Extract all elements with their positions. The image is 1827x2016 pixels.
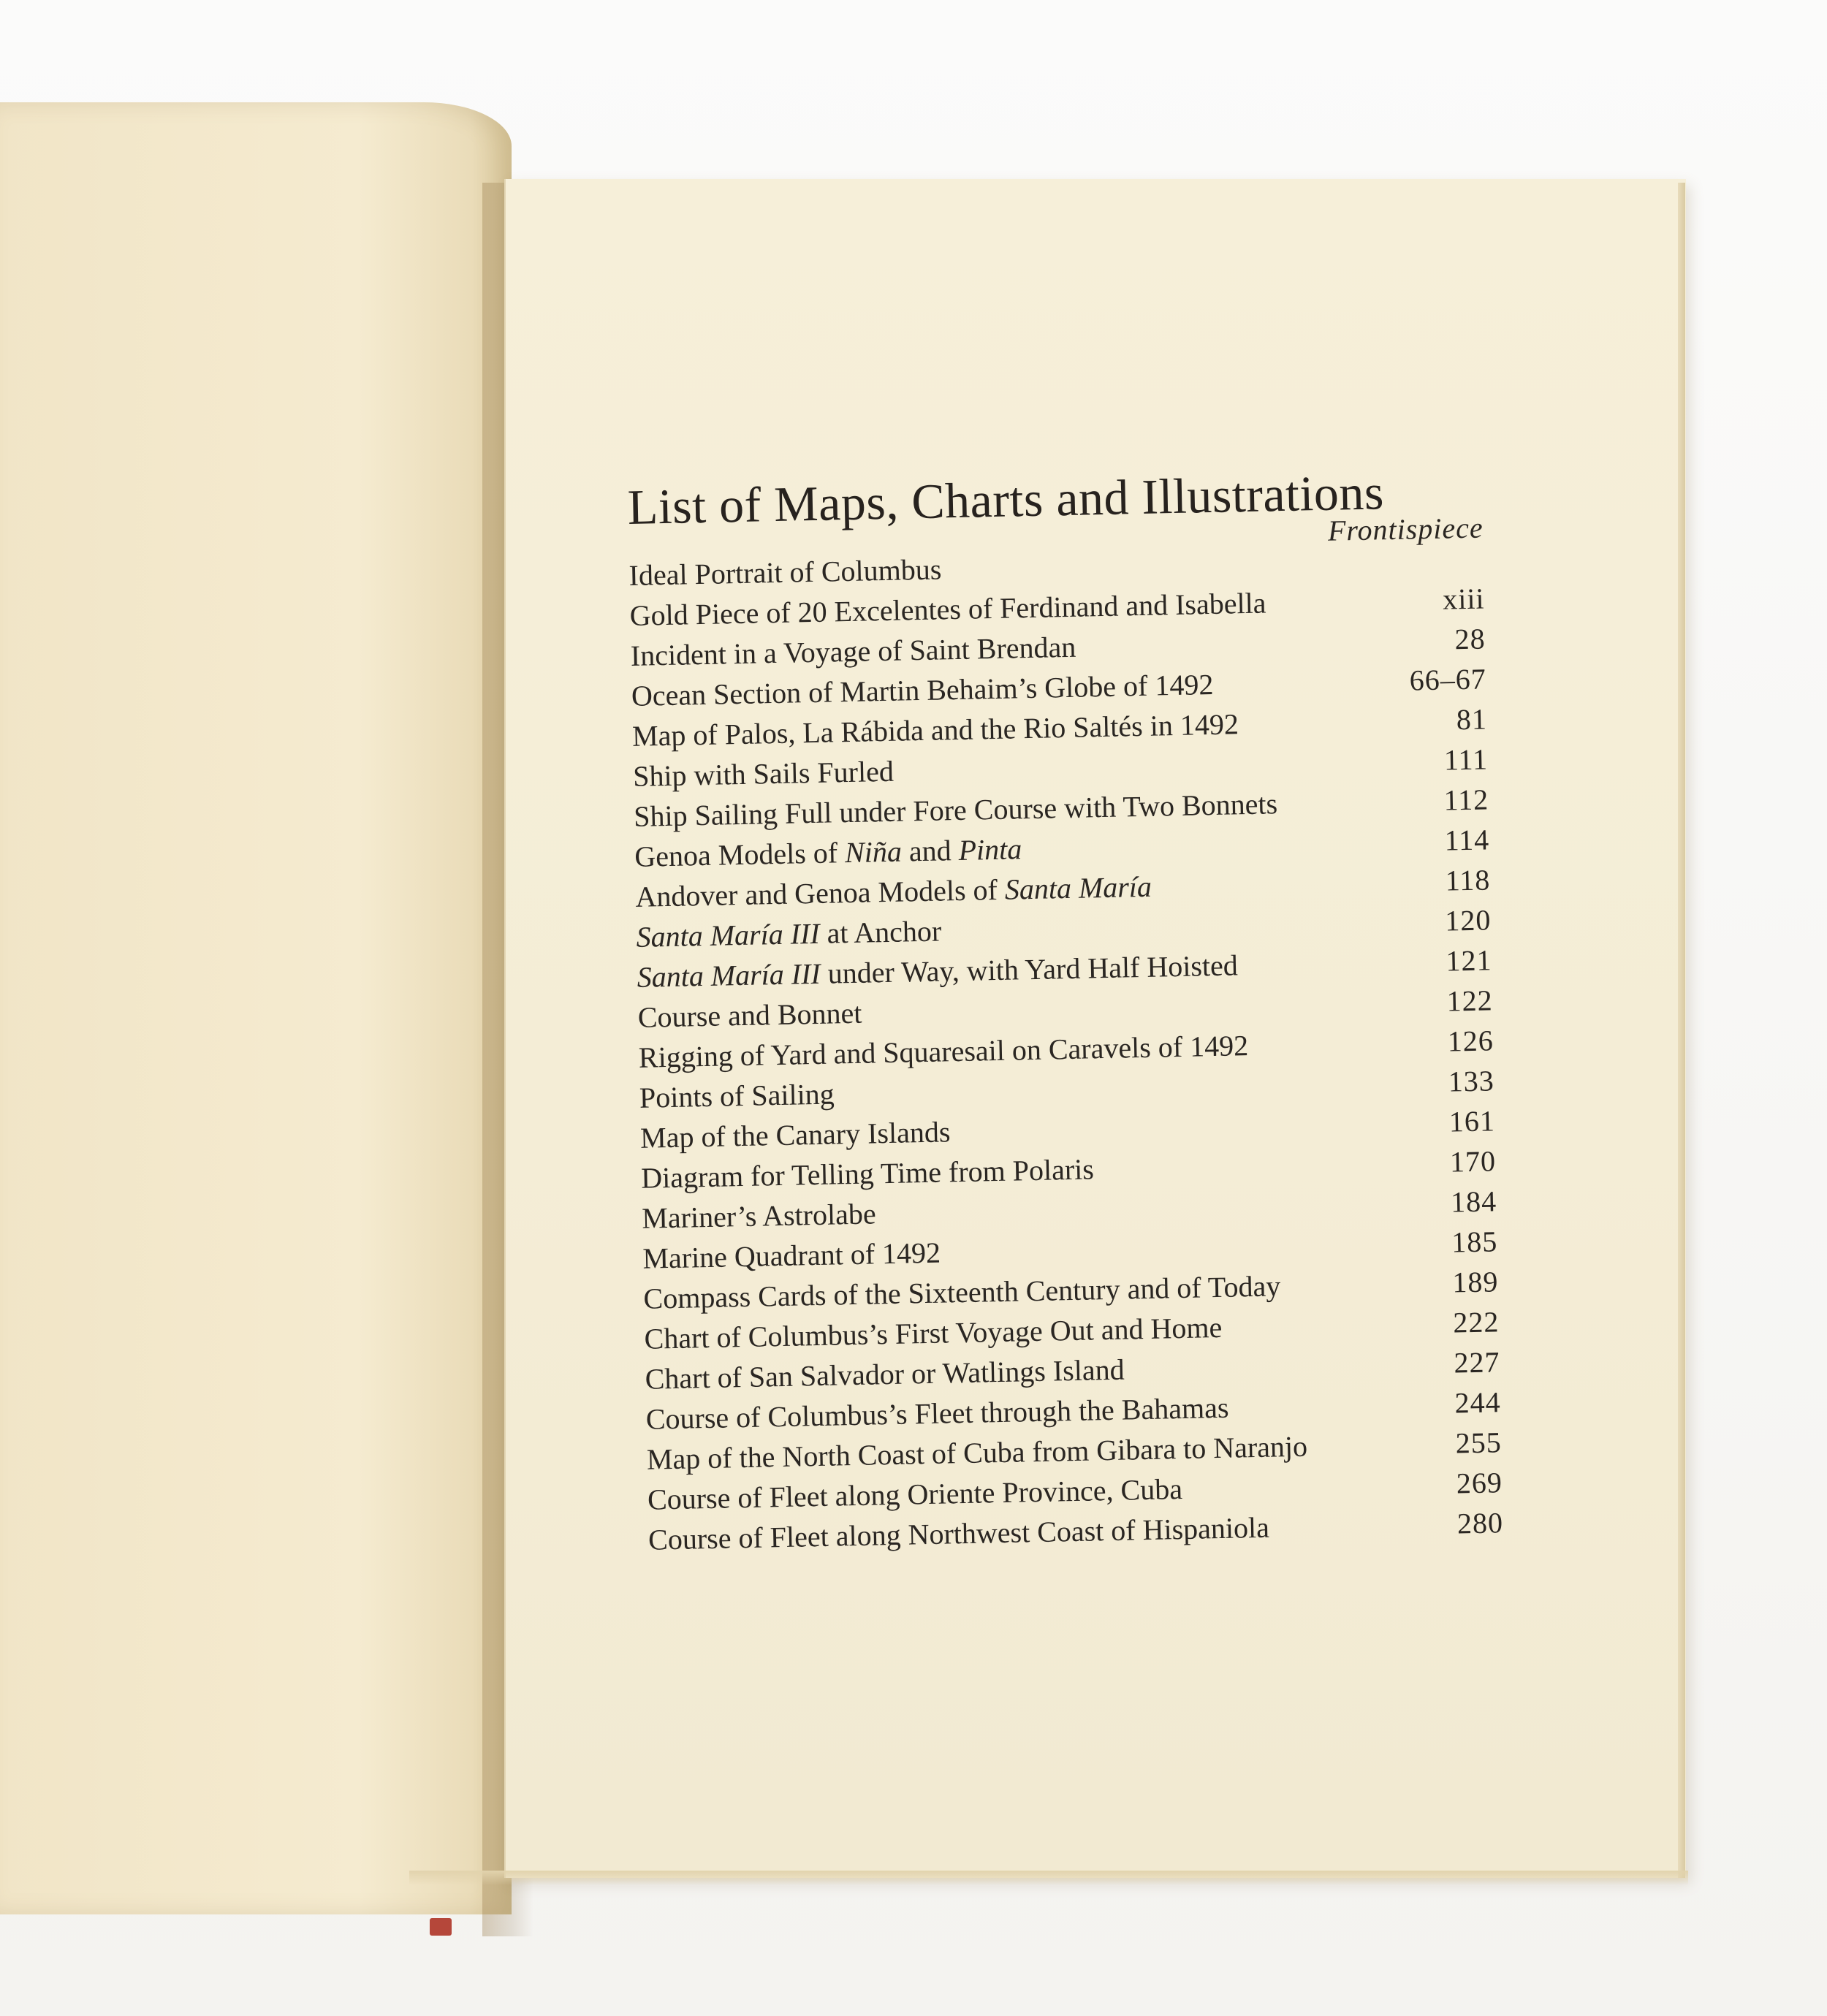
entry-label: Marine Quadrant of 1492 — [642, 1236, 941, 1275]
entry-page: 133 — [1448, 1064, 1495, 1098]
entry-page: 170 — [1449, 1144, 1497, 1179]
entry-label: Gold Piece of 20 Excelentes of Ferdinand and Isabella — [629, 586, 1266, 632]
entry-label: Andover and Genoa Models of Santa María — [635, 870, 1152, 913]
entry-label: Course of Columbus’s Fleet through the Bahamas — [645, 1391, 1229, 1436]
entry-label: Compass Cards of the Sixteenth Century and of Today — [643, 1269, 1281, 1315]
entry-page: 121 — [1446, 943, 1492, 978]
entry-label: Course of Fleet along Northwest Coast of Hispaniola — [647, 1510, 1270, 1556]
entry-label: Map of the Canary Islands — [639, 1115, 951, 1155]
entry-label: Course and Bonnet — [637, 996, 862, 1034]
entry-label: Course of Fleet along Oriente Province, Cuba — [647, 1472, 1183, 1516]
illustration-list — [628, 511, 1504, 1559]
list-of-illustrations — [627, 462, 1503, 1560]
entry-page: 126 — [1447, 1024, 1494, 1058]
entry-page: 269 — [1456, 1466, 1503, 1500]
entry-label: Diagram for Telling Time from Polaris — [640, 1152, 1095, 1195]
entry-page: xiii — [1442, 582, 1485, 616]
entry-label: Incident in a Voyage of Saint Brendan — [630, 630, 1076, 672]
entry-label: Genoa Models of Niña and Pinta — [634, 832, 1022, 873]
page-bottom-edge — [409, 1871, 1688, 1885]
cover-corner — [430, 1918, 452, 1936]
entry-page: 222 — [1452, 1305, 1500, 1339]
entry-label: Mariner’s Astrolabe — [641, 1197, 877, 1235]
entry-page: 184 — [1450, 1184, 1497, 1219]
entry-page: 280 — [1456, 1506, 1504, 1540]
entry-label: Map of Palos, La Rábida and the Rio Saltés in 1492 — [631, 707, 1239, 753]
entry-page: 161 — [1448, 1104, 1496, 1138]
entry-label: Ocean Section of Martin Behaim’s Globe of 1492 — [631, 667, 1214, 712]
page-edge — [1678, 183, 1685, 1878]
entry-page: 114 — [1444, 823, 1490, 857]
entry-label: Points of Sailing — [639, 1077, 835, 1114]
entry-page: 112 — [1443, 783, 1489, 817]
entry-page: 28 — [1454, 622, 1486, 656]
entry-label: Santa María III at Anchor — [636, 914, 942, 954]
entry-page: 244 — [1454, 1385, 1502, 1420]
entry-label: Chart of Columbus’s First Voyage Out and Home — [644, 1310, 1223, 1355]
entry-page: 189 — [1451, 1265, 1499, 1299]
entry-label: Ship with Sails Furled — [632, 754, 894, 793]
entry-page: 66–67 — [1409, 662, 1487, 697]
entry-page: 120 — [1444, 903, 1492, 937]
entry-label: Rigging of Yard and Squaresail on Caravels of 1492 — [638, 1029, 1249, 1074]
entry-label: Santa María III under Way, with Yard Half Hoisted — [637, 948, 1239, 994]
entry-label: Map of the North Coast of Cuba from Gibara to Naranjo — [646, 1429, 1308, 1476]
entry-label: Ideal Portrait of Columbus — [628, 552, 942, 592]
entry-page: 118 — [1445, 863, 1491, 897]
entry-label: Ship Sailing Full under Fore Course with Two Bonnets — [633, 787, 1278, 833]
page-title: List of Maps, Charts and Illustrations — [627, 464, 1385, 535]
entry-page: 255 — [1455, 1426, 1503, 1460]
entry-page: 227 — [1454, 1345, 1500, 1380]
entry-page: 81 — [1456, 702, 1488, 737]
entry-page: 122 — [1446, 984, 1494, 1018]
entry-page: Frontispiece — [1327, 511, 1484, 547]
left-page — [0, 102, 512, 1914]
entry-label: Chart of San Salvador or Watlings Island — [645, 1353, 1125, 1396]
entry-page: 185 — [1451, 1225, 1498, 1259]
entry-page: 111 — [1443, 742, 1489, 777]
